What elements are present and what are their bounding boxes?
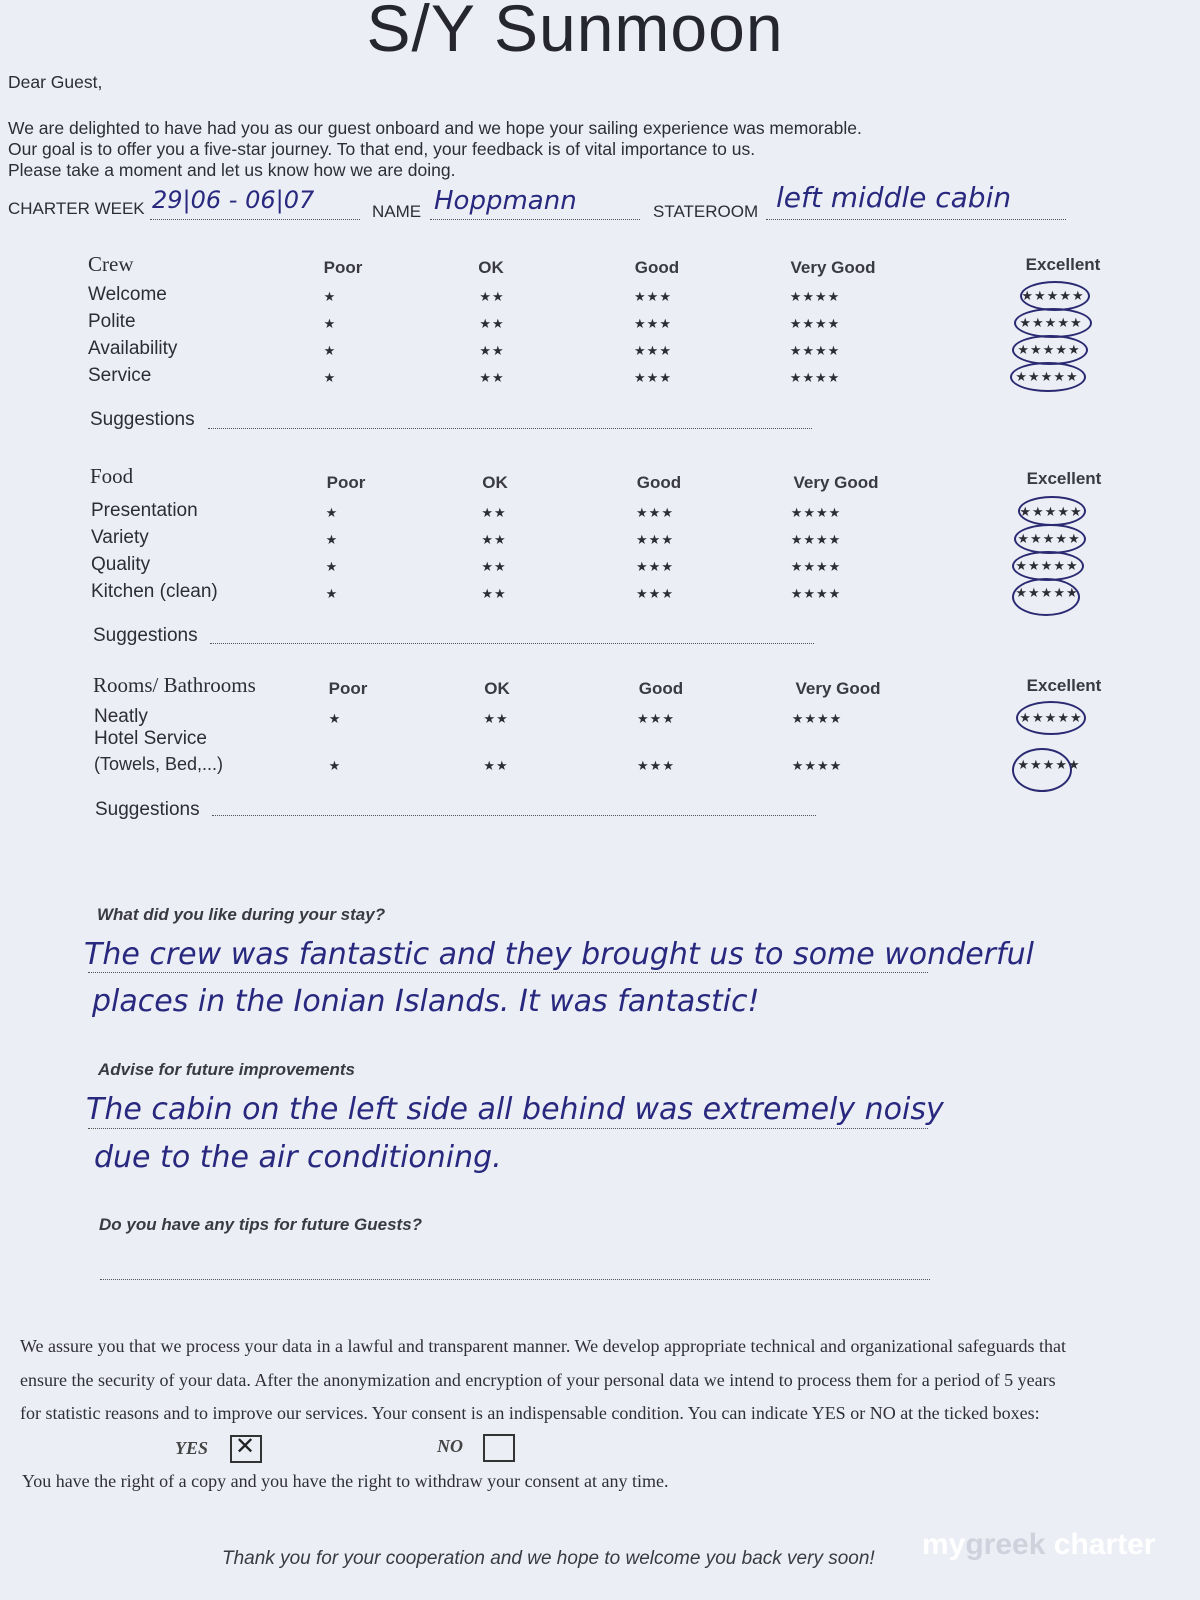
stars-5[interactable]: ★★★★★ [1015,558,1079,573]
row-label-availability: Availability [88,338,178,359]
stars-3[interactable]: ★★★ [634,289,672,304]
stars-1[interactable]: ★ [325,505,339,520]
stars-5[interactable]: ★★★★★ [1017,342,1081,357]
page-title: S/Y Sunmoon [366,0,784,65]
stateroom-label: STATEROOM [653,202,759,221]
answer-liked-line-2[interactable]: places in the Ionian Islands. It was fantastic! [92,984,760,1019]
section-title-food: Food [90,464,134,488]
intro-line-3: Please take a moment and let us know how we are doing. [8,160,456,180]
stars-3[interactable]: ★★★ [636,505,674,520]
stars-4[interactable]: ★★★★ [791,758,843,773]
header-good: Good [638,679,684,698]
stars-5[interactable]: ★★★★★ [1019,315,1083,330]
header-poor: Poor [326,473,366,492]
stars-2[interactable]: ★★ [479,316,505,331]
tips-answer-line[interactable] [100,1279,930,1280]
stars-2[interactable]: ★★ [481,559,507,574]
watermark-part-1: my [922,1528,966,1561]
stars-4[interactable]: ★★★★ [789,370,841,385]
stars-1[interactable]: ★ [328,711,342,726]
stars-3[interactable]: ★★★ [634,370,672,385]
stars-1[interactable]: ★ [323,370,337,385]
row-label-polite: Polite [88,311,136,332]
stars-5[interactable]: ★★★★★ [1019,504,1083,519]
stars-1[interactable]: ★ [323,316,337,331]
stars-5[interactable]: ★★★★★ [1015,369,1079,384]
intro-line-2: Our goal is to offer you a five-star journey. To that end, your feedback is of vital importance to us. [8,139,756,159]
header-ok: OK [478,258,504,277]
suggestions-line[interactable] [210,643,814,644]
stars-1[interactable]: ★ [325,532,339,547]
answer-line [88,972,928,973]
header-very-good: Very Good [793,473,879,492]
stateroom-value[interactable]: left middle cabin [776,181,1012,214]
stars-3[interactable]: ★★★ [636,586,674,601]
privacy-rights: You have the right of a copy and you have the right to withdraw your consent at any time. [22,1471,669,1491]
thank-you-note: Thank you for your cooperation and we hope to welcome you back very soon! [222,1548,875,1569]
name-label: NAME [372,202,422,221]
stars-1[interactable]: ★ [325,559,339,574]
stars-5[interactable]: ★★★★★ [1019,710,1083,725]
header-ok: OK [484,679,510,698]
stateroom-line [766,219,1066,220]
header-excellent: Excellent [1026,676,1102,695]
row-label-presentation: Presentation [91,500,198,521]
header-excellent: Excellent [1025,255,1101,274]
stars-5[interactable]: ★★★★★ [1015,585,1079,600]
suggestions-label: Suggestions [95,799,200,820]
question-improvements: Advise for future improvements [98,1060,355,1079]
stars-4[interactable]: ★★★★ [789,343,841,358]
header-poor: Poor [323,258,363,277]
charter-week-line [150,219,360,220]
charter-week-label: CHARTER WEEK [8,199,145,218]
stars-3[interactable]: ★★★ [637,711,675,726]
stars-1[interactable]: ★ [323,289,337,304]
watermark-part-2: greek [965,1528,1046,1561]
stars-2[interactable]: ★★ [479,289,505,304]
stars-2[interactable]: ★★ [481,532,507,547]
consent-yes-label: YES [175,1438,209,1458]
stars-4[interactable]: ★★★★ [790,559,842,574]
stars-2[interactable]: ★★ [479,343,505,358]
stars-4[interactable]: ★★★★ [790,586,842,601]
answer-liked-line-1[interactable]: The crew was fantastic and they brought us to some wonderful [84,937,1034,972]
greeting: Dear Guest, [8,72,103,92]
name-value[interactable]: Hoppmann [434,186,577,216]
stars-2[interactable]: ★★ [481,505,507,520]
answer-improve-line-2[interactable]: due to the air conditioning. [94,1140,502,1175]
suggestions-label: Suggestions [90,409,195,430]
stars-4[interactable]: ★★★★ [790,532,842,547]
privacy-line-1: We assure you that we process your data in a lawful and transparent manner. We develop appropriate technical and organizational safeguards that [20,1336,1067,1356]
header-good: Good [634,258,680,277]
row-label-hotel-service: Hotel Service [94,728,207,749]
header-excellent: Excellent [1026,469,1102,488]
stars-4[interactable]: ★★★★ [789,289,841,304]
stars-2[interactable]: ★★ [483,758,509,773]
stars-5[interactable]: ★★★★★ [1017,757,1081,772]
stars-4[interactable]: ★★★★ [790,505,842,520]
section-title-rooms: Rooms/ Bathrooms [93,673,256,697]
stars-5[interactable]: ★★★★★ [1017,531,1081,546]
consent-no-checkbox[interactable] [483,1434,515,1462]
header-very-good: Very Good [795,679,881,698]
row-label-variety: Variety [91,527,149,548]
stars-2[interactable]: ★★ [481,586,507,601]
checkbox-cross-icon: ✕ [235,1433,256,1460]
section-title-crew: Crew [88,252,134,276]
header-very-good: Very Good [790,258,876,277]
row-label-quality: Quality [91,554,151,575]
name-line [430,219,640,220]
intro-line-1: We are delighted to have had you as our guest onboard and we hope your sailing experience was memorable. [8,118,862,138]
stars-4[interactable]: ★★★★ [791,711,843,726]
consent-yes-checkbox[interactable] [230,1435,262,1463]
stars-2[interactable]: ★★ [483,711,509,726]
suggestions-line[interactable] [208,428,812,429]
privacy-line-3: for statistic reasons and to improve our services. Your consent is an indispensable condition. You can indicate YES or NO at the ticked boxes: [20,1403,1040,1423]
stars-3[interactable]: ★★★ [637,758,675,773]
stars-3[interactable]: ★★★ [634,316,672,331]
row-label-neatly: Neatly [94,706,148,727]
answer-line [88,1128,928,1129]
row-label-welcome: Welcome [88,284,167,305]
header-ok: OK [482,473,508,492]
stars-3[interactable]: ★★★ [634,343,672,358]
suggestions-line[interactable] [212,815,816,816]
row-label-hotel-service-detail: (Towels, Bed,...) [94,754,224,774]
charter-week-value[interactable]: 29|06 - 06|07 [152,186,315,214]
stars-1[interactable]: ★ [328,758,342,773]
suggestions-label: Suggestions [93,625,198,646]
watermark-logo [922,1528,1155,1562]
consent-no-label: NO [437,1436,463,1456]
stars-4[interactable]: ★★★★ [789,316,841,331]
row-label-kitchen: Kitchen (clean) [91,581,218,602]
header-good: Good [636,473,682,492]
stars-1[interactable]: ★ [325,586,339,601]
privacy-line-2: ensure the security of your data. After the anonymization and encryption of your personal data we intend to process them for a period of 5 years [20,1370,1056,1390]
header-poor: Poor [328,679,368,698]
stars-3[interactable]: ★★★ [636,532,674,547]
stars-2[interactable]: ★★ [479,370,505,385]
watermark-part-3: charter [1045,1528,1156,1561]
question-liked: What did you like during your stay? [97,905,386,924]
stars-5[interactable]: ★★★★★ [1021,288,1085,303]
question-tips: Do you have any tips for future Guests? [99,1215,423,1234]
answer-improve-line-1[interactable]: The cabin on the left side all behind was extremely noisy [86,1092,944,1127]
row-label-service: Service [88,365,152,386]
stars-1[interactable]: ★ [323,343,337,358]
stars-3[interactable]: ★★★ [636,559,674,574]
